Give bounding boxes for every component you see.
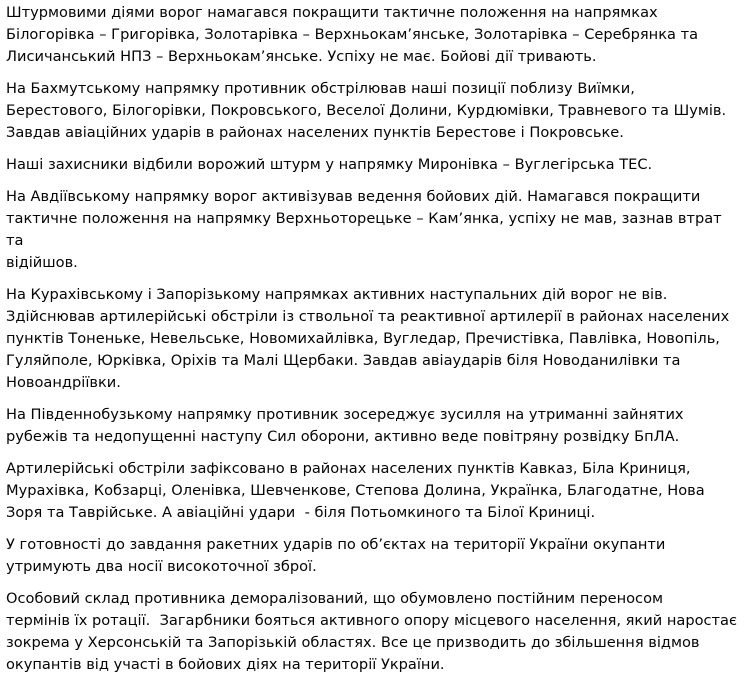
paragraph-bakhmut: На Бахмутському напрямку противник обстрілював наші позиції поблизу Виїмки, Берестового, Білогорівки, Покровського, Веселої Долини, Курдюмівки, Травневого та Шумів. Завдав авіаційних ударів в районах населених пунктів Берестове і Покровське. (6, 80, 727, 141)
paragraph-missile-carriers: У готовності до завдання ракетних ударів по об’єктах на території України окупанти утримують два носії високоточної зброї. (6, 536, 666, 575)
paragraph-avdiivka: На Авдіївському напрямку ворог активізував ведення бойових дій. Намагався покращити тактичне положення на напрямку Верхньоторецьке – Кам’янка, успіху не мав, зазнав втрат та відійшов. (6, 188, 722, 271)
paragraph-artillery-shelling: Артилерійські обстріли зафіксовано в районах населених пунктів Кавказ, Біла Криниця, Мурахівка, Кобзарці, Оленівка, Шевченкове, Степова Долина, Українка, Благодатне, Нова Зоря та Таврійське. А авіаційні удари - біля Потьомкиного та Білої Криниці. (6, 460, 705, 521)
post-body (6, 2, 740, 676)
paragraph-enemy-morale: Особовий склад противника деморалізований, що обумовлено постійним переносом термінів їх ротації. Загарбники бояться активного опору місцевого населення, який наростає зокрема у Херсонській та Запорізькій областях. Все це призводить до збільшення відмов окупантів від участі в бойових діях на території України. (6, 590, 737, 673)
paragraph-southern-buh: На Південнобузькому напрямку противник зосереджує зусилля на утриманні зайнятих рубежів та недопущенні наступу Сил оборони, активно веде повітряну розвідку БпЛА. (6, 406, 684, 445)
paragraph-myronivka: Наші захисники відбили ворожий штурм у напрямку Миронівка – Вуглегірська ТЕС. (6, 156, 653, 173)
paragraph-kurakhove-zaporizhzhia: На Курахівському і Запорізькому напрямках активних наступальних дій ворог не вів. Здійснював артилерійські обстріли із ствольної та реактивної артилерії в районах населених пунктів Тоненьке, Невельське, Новомихайлівка, Вугледар, Пречистівка, Павлівка, Новопіль, Гуляйполе, Юрківка, Оріхів та Малі Щербаки. Завдав авіаударів біля Новоданилівки та Новоандріївки. (6, 286, 730, 391)
paragraph-kharkiv-luhansk: Штурмовими діями ворог намагався покращити тактичне положення на напрямках Білогорівка – Григорівка, Золотарівка – Верхньокам’янське, Золотарівка – Серебрянка та Лисичанський НПЗ – Верхньокам’янське. Успіху не має. Бойові дії тривають. (6, 4, 699, 65)
